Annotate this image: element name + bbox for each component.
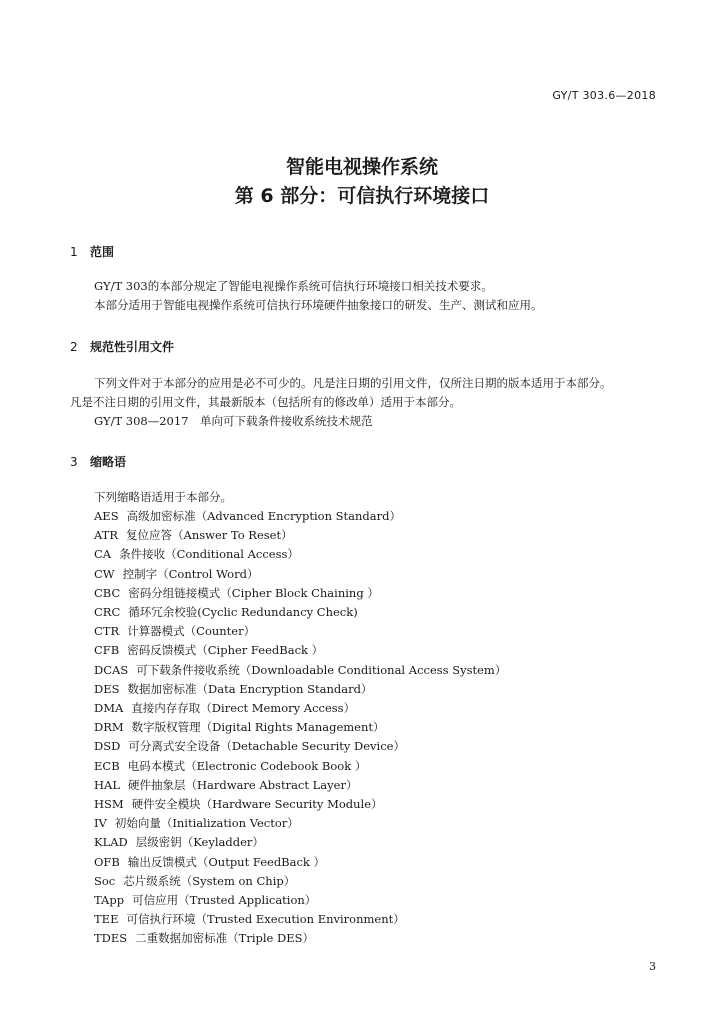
- abbreviation-definition: 硬件安全模块（Hardware Security Module）: [131, 797, 383, 811]
- standard-code: GY/T 303.6—2018: [552, 89, 656, 102]
- abbreviation-item: [94, 700, 355, 716]
- abbreviation-term: ECB: [94, 758, 120, 773]
- abbreviation-term: ATR: [94, 528, 119, 543]
- abbreviation-definition: 可信执行环境（Trusted Execution Environment）: [126, 912, 405, 927]
- abbreviation-definition: 芯片级系统（System on Chip）: [123, 873, 296, 888]
- abbreviation-item: [94, 815, 299, 831]
- abbreviation-item: [94, 854, 325, 870]
- abbreviation-term: AES: [94, 509, 119, 523]
- abbreviation-item: [94, 508, 401, 524]
- abbreviation-term: TDES: [94, 931, 128, 946]
- abbreviation-term: DES: [94, 681, 120, 696]
- section-heading-refs: [70, 338, 174, 355]
- abbreviation-term: TEE: [94, 912, 119, 927]
- abbreviation-definition: 输出反馈模式（Output FeedBack ）: [127, 854, 326, 869]
- abbreviation-definition: 硬件抽象层（Hardware Abstract Layer）: [127, 777, 358, 792]
- abbreviation-term: DCAS: [94, 662, 129, 677]
- abbreviation-definition: 数据加密标准（Data Encryption Standard）: [127, 681, 373, 696]
- abbreviation-definition: 循环冗余校验(Cyclic Redundancy Check): [128, 605, 358, 619]
- abbreviation-definition: 控制字（Control Word）: [122, 566, 259, 581]
- reference-item: GY/T 308—2017 单向可下载条件接收系统技术规范: [94, 414, 373, 428]
- abbreviation-term: DRM: [94, 720, 124, 735]
- section-heading-abbrev: [70, 453, 126, 470]
- abbreviation-term: DSD: [94, 739, 121, 754]
- section-title: 范围: [90, 245, 115, 259]
- abbreviation-term: IV: [94, 816, 107, 831]
- abbreviation-definition: 密码分组链接模式（Cipher Block Chaining ）: [128, 585, 379, 600]
- abbreviation-item: [94, 546, 299, 562]
- abbreviation-term: HAL: [94, 777, 120, 792]
- abbreviation-item: [94, 719, 385, 735]
- abbreviation-item: [94, 527, 293, 543]
- paragraph: 下列缩略语适用于本部分。: [94, 490, 232, 504]
- section-heading-scope: [70, 243, 114, 260]
- abbreviation-item: [94, 796, 383, 812]
- abbreviation-term: DMA: [94, 701, 124, 715]
- abbreviation-item: [94, 758, 366, 774]
- abbreviation-term: CBC: [94, 585, 121, 600]
- abbreviation-term: HSM: [94, 797, 124, 811]
- paragraph: GY/T 303的本部分规定了智能电视操作系统可信执行环境接口相关技术要求。: [94, 279, 493, 293]
- abbreviation-item: [94, 623, 255, 639]
- abbreviation-item: [94, 777, 357, 793]
- abbreviation-item: [94, 662, 506, 678]
- abbreviation-definition: 数字版权管理（Digital Rights Management）: [131, 720, 385, 735]
- abbreviation-definition: 复位应答（Answer To Reset）: [126, 528, 293, 543]
- page-number: 3: [649, 960, 656, 973]
- abbreviation-item: [94, 930, 314, 946]
- abbreviation-definition: 条件接收（Conditional Access）: [119, 547, 299, 562]
- abbreviation-item: [94, 738, 405, 754]
- abbreviation-term: CFB: [94, 643, 120, 658]
- abbreviation-term: CRC: [94, 605, 121, 619]
- paragraph: 凡是不注日期的引用文件，其最新版本（包括所有的修改单）适用于本部分。: [70, 395, 461, 409]
- section-number: 1: [70, 245, 78, 259]
- abbreviation-item: [94, 681, 372, 697]
- abbreviation-item: [94, 604, 358, 620]
- section-title: 规范性引用文件: [90, 340, 175, 354]
- abbreviation-term: OFB: [94, 854, 120, 869]
- abbreviation-definition: 计算器模式（Counter）: [127, 624, 256, 639]
- abbreviation-definition: 初始向量（Initialization Vector）: [114, 816, 299, 831]
- abbreviation-term: TApp: [94, 893, 125, 907]
- abbreviation-item: [94, 873, 295, 889]
- abbreviation-item: [94, 585, 379, 601]
- abbreviation-term: CW: [94, 566, 115, 581]
- abbreviation-definition: 二重数据加密标准（Triple DES）: [135, 931, 315, 946]
- section-number: 3: [70, 455, 78, 469]
- paragraph: 本部分适用于智能电视操作系统可信执行环境硬件抽象接口的研发、生产、测试和应用。: [94, 298, 543, 312]
- abbreviation-definition: 可信应用（Trusted Application）: [132, 893, 317, 907]
- abbreviation-definition: 层级密钥（Keyladder）: [135, 835, 264, 850]
- doc-subtitle: 第 6 部分：可信执行环境接口: [234, 185, 490, 207]
- abbreviation-definition: 电码本模式（Electronic Codebook Book ）: [127, 758, 367, 773]
- abbreviation-term: CA: [94, 547, 112, 562]
- doc-title: 智能电视操作系统: [285, 156, 438, 178]
- abbreviation-definition: 密码反馈模式（Cipher FeedBack ）: [127, 643, 324, 658]
- abbreviation-definition: 可下载条件接收系统（Downloadable Conditional Access System）: [136, 662, 507, 677]
- abbreviation-term: KLAD: [94, 835, 128, 850]
- paragraph: 下列文件对于本部分的应用是必不可少的。凡是注日期的引用文件，仅所注日期的版本适用于本部分。: [94, 376, 612, 390]
- abbreviation-term: Soc: [94, 873, 116, 888]
- abbreviation-item: [94, 911, 405, 927]
- abbreviation-term: CTR: [94, 624, 120, 639]
- abbreviation-item: [94, 642, 323, 658]
- section-number: 2: [70, 340, 78, 354]
- section-title: 缩略语: [90, 455, 127, 469]
- abbreviation-item: [94, 834, 264, 850]
- abbreviation-definition: 直接内存存取（Direct Memory Access）: [131, 701, 356, 715]
- abbreviation-definition: 可分离式安全设备（Detachable Security Device）: [128, 739, 405, 754]
- abbreviation-item: [94, 566, 258, 582]
- abbreviation-item: [94, 892, 316, 908]
- abbreviation-definition: 高级加密标准（Advanced Encryption Standard）: [126, 509, 401, 523]
